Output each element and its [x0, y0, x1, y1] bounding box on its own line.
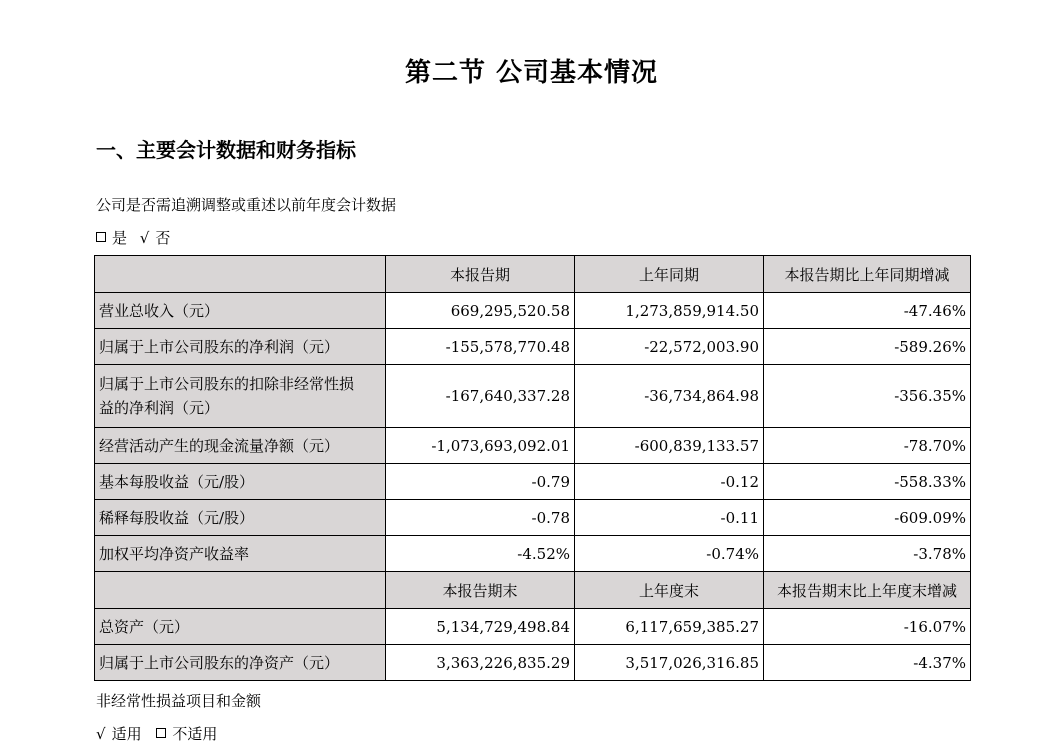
subsection-heading: 一、主要会计数据和财务指标: [96, 138, 356, 162]
table-row: [95, 609, 971, 645]
row-label: 加权平均净资产收益率: [95, 536, 386, 572]
change-value: -78.70%: [764, 428, 971, 464]
section-title: 第二节 公司基本情况: [404, 58, 659, 88]
prior-value: -36,734,864.98: [575, 365, 764, 428]
header-cell: [95, 572, 386, 609]
applicable-label: 适用: [111, 725, 142, 743]
change-value: -589.26%: [764, 329, 971, 365]
header-cell: [95, 256, 386, 293]
table-row: [95, 329, 971, 365]
row-label: 归属于上市公司股东的净利润（元）: [95, 329, 386, 365]
table-row: [95, 464, 971, 500]
checkmark-icon: √: [139, 229, 150, 247]
applicability-choice: [96, 723, 217, 744]
change-value: -16.07%: [764, 609, 971, 645]
choice-no-label: 否: [155, 229, 171, 247]
current-value: -167,640,337.28: [386, 365, 575, 428]
current-value: -0.78: [386, 500, 575, 536]
change-value: -4.37%: [764, 645, 971, 681]
table-row: [95, 293, 971, 329]
prior-value: 1,273,859,914.50: [575, 293, 764, 329]
row-label: 归属于上市公司股东的净资产（元）: [95, 645, 386, 681]
row-label: [95, 365, 386, 428]
change-value: -558.33%: [764, 464, 971, 500]
header-cell: 上年同期: [575, 256, 764, 293]
checkbox-empty-icon: [156, 728, 166, 738]
current-value: -1,073,693,092.01: [386, 428, 575, 464]
current-value: 669,295,520.58: [386, 293, 575, 329]
change-value: -356.35%: [764, 365, 971, 428]
financial-indicators-table: [94, 255, 971, 681]
row-label: 稀释每股收益（元/股）: [95, 500, 386, 536]
row-label: 营业总收入（元）: [95, 293, 386, 329]
header-cell: 本报告期末: [386, 572, 575, 609]
table-header-row: [95, 572, 971, 609]
change-value: -609.09%: [764, 500, 971, 536]
restatement-question: 公司是否需追溯调整或重述以前年度会计数据: [96, 196, 397, 214]
checkmark-icon: √: [96, 725, 106, 743]
prior-value: -600,839,133.57: [575, 428, 764, 464]
header-cell: 本报告期末比上年度末增减: [764, 572, 971, 609]
current-value: -0.79: [386, 464, 575, 500]
table-row: [95, 365, 971, 428]
nonrecurring-items-title: 非经常性损益项目和金额: [96, 692, 262, 710]
change-value: -47.46%: [764, 293, 971, 329]
prior-value: 6,117,659,385.27: [575, 609, 764, 645]
current-value: 5,134,729,498.84: [386, 609, 575, 645]
row-label: 经营活动产生的现金流量净额（元）: [95, 428, 386, 464]
prior-value: -0.74%: [575, 536, 764, 572]
change-value: -3.78%: [764, 536, 971, 572]
prior-value: -0.11: [575, 500, 764, 536]
header-cell: 上年度末: [575, 572, 764, 609]
row-label: 基本每股收益（元/股）: [95, 464, 386, 500]
table-header-row: [95, 256, 971, 293]
row-label-line: 归属于上市公司股东的扣除非经常性损: [99, 375, 355, 393]
choice-yes-label: 是: [112, 229, 128, 247]
not-applicable-label: 不适用: [172, 725, 218, 743]
table-row: [95, 500, 971, 536]
header-cell: 本报告期: [386, 256, 575, 293]
table-row: [95, 536, 971, 572]
header-cell: 本报告期比上年同期增减: [764, 256, 971, 293]
current-value: 3,363,226,835.29: [386, 645, 575, 681]
table-row: [95, 645, 971, 681]
prior-value: -22,572,003.90: [575, 329, 764, 365]
current-value: -4.52%: [386, 536, 575, 572]
row-label: 总资产（元）: [95, 609, 386, 645]
row-label-line: 益的净利润（元）: [99, 399, 220, 417]
prior-value: -0.12: [575, 464, 764, 500]
table-row: [95, 428, 971, 464]
checkbox-empty-icon: [96, 232, 106, 242]
restatement-choice: [96, 227, 170, 248]
prior-value: 3,517,026,316.85: [575, 645, 764, 681]
current-value: -155,578,770.48: [386, 329, 575, 365]
